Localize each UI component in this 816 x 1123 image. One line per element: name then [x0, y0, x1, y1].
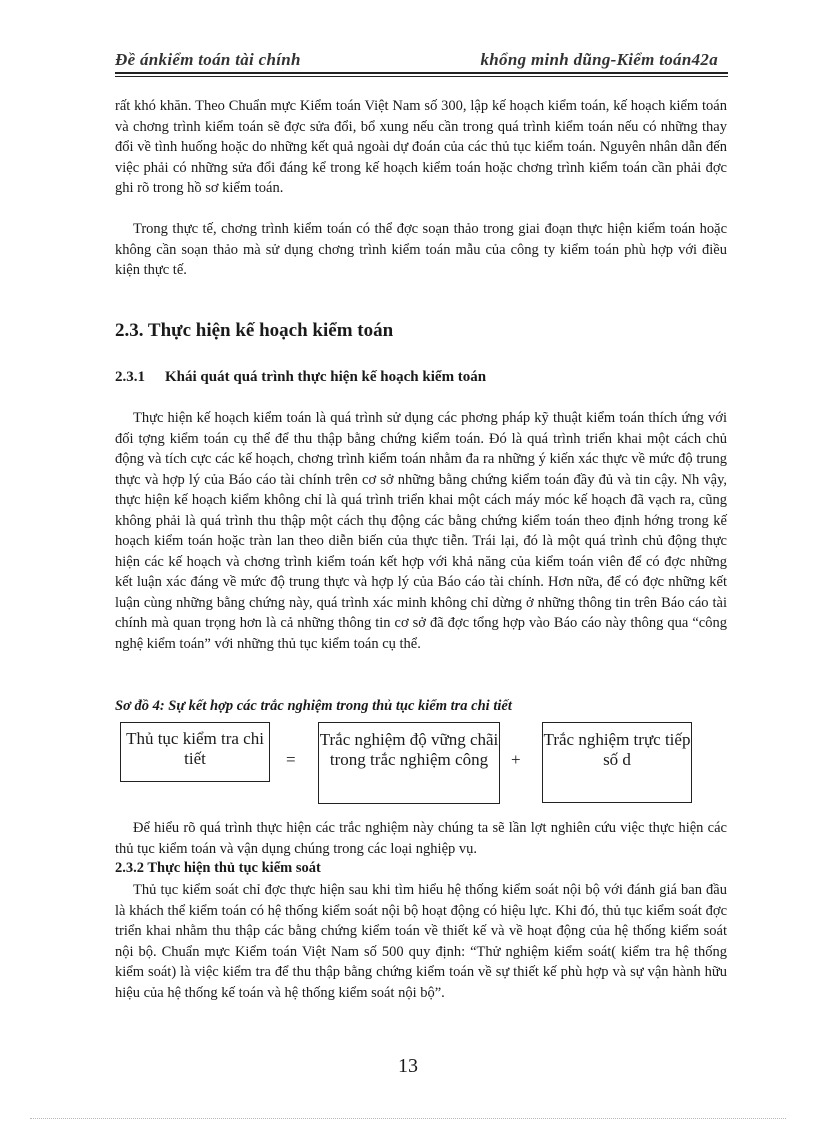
section-heading — [115, 320, 393, 342]
after-figure-paragraph: Để hiểu rõ quá trình thực hiện các trắc nghiệm này chúng ta sẽ lần lợt nghiên cứu việc thực hiện các thủ tục kiểm toán và vận dụng chúng trong các loại nghiệp vụ. — [115, 820, 727, 857]
page-header — [115, 46, 728, 76]
page-number: 13 — [398, 1055, 418, 1077]
body-paragraph: Thực hiện kế hoạch kiểm toán là quá trình sử dụng các phơng pháp kỹ thuật kiểm toán thích ứng với đối tợng kiểm toán cụ thể để thu thập bằng chứng kiểm toán. Đó là quá trình triển khai một cách chủ động và tích cực các kế hoạch, chơng trình kiểm toán nhằm đa ra những ý kiến xác thực về mức độ trung thực và hợp lý của Báo cáo tài chính trên cơ sở những bằng chứng kiểm toán đầy đủ và tin cậy. Nh vậy, thực hiện kế hoạch kiểm không chỉ là quá trình triển khai một cách máy móc kế hoạch đã vạch ra, cũng không phải là quá trình thu thập một cách thụ động các bằng chứng kiểm toán theo định hớng trong kế hoạch kiểm toán hoặc tràn lan theo diễn biến của thực tiễn. Trái lại, đó là một quá trình chủ động thực hiện các kế hoạch và chơng trình kiểm toán kết hợp với khả năng của kiểm toán viên để có đợc những kết luận xác đáng về mức độ trung thực và hợp lý của Báo cáo tài chính. Hơn nữa, để có đợc những kết luận cùng những bằng chứng này, quá trình xác minh không chỉ dừng ở những thông tin trên Báo cáo tài chính mà quan trọng hơn là cả những thông tin cơ sở đã đợc tổng hợp vào Báo cáo này thông qua “công nghệ kiểm toán” với những thủ tục kiểm toán cụ thể. — [115, 410, 727, 652]
subsection2-heading: 2.3.2 Thực hiện thủ tục kiểm soát — [115, 860, 321, 876]
final-paragraph: Thủ tục kiểm soát chỉ đợc thực hiện sau khi tìm hiểu hệ thống kiểm soát nội bộ với đánh giá ban đầu là khách thể kiểm toán có hệ thống kiểm soát nội bộ hoạt động có hiệu lực. Khi đó, thủ tục kiểm soát đợc triển khai nhằm thu thập các bằng chứng kiểm toán về thiết kế và về hoạt động của hệ thống kiểm soát nội bộ. Chuẩn mực Kiểm toán Việt Nam số 500 quy định: “Thử nghiệm kiểm soát( kiểm tra hệ thống kiểm soát) là việc kiểm tra để thu thập bằng chứng kiểm toán về sự thiết kế phù hợp và sự vận hành hữu hiệu của hệ thống kế toán và hệ thống kiểm soát nội bộ”. — [115, 882, 727, 1001]
header-left-title: Đề ánkiểm toán tài chính — [115, 50, 301, 69]
section-title: Thực hiện kế hoạch kiểm toán — [147, 320, 394, 341]
diagram-box-direct-balance-tests: Trắc nghiệm trực tiếp số d — [542, 722, 692, 803]
page-bottom-border — [30, 1118, 786, 1119]
header-rule-thin — [115, 76, 728, 77]
subsection-number: 2.3.1 — [115, 369, 145, 385]
figure-caption: Sơ đồ 4: Sự kết hợp các trắc nghiệm trong thủ tục kiểm tra chi tiết — [115, 698, 512, 714]
intro-paragraph-1: rất khó khăn. Theo Chuẩn mực Kiểm toán Việt Nam số 300, lập kế hoạch kiểm toán, kế hoạch kiểm toán và chơng trình kiểm toán sẽ đợc sửa đổi, bổ xung nếu cần trong quá trình kiểm toán nếu có những thay đổi về tình huống hoặc do những kết quả ngoài dự đoán của các thủ tục kiểm toán. Nguyên nhân dẫn đến việc phải có những sửa đổi đáng kể trong kế hoạch kiểm toán hoặc chơng trình kiểm toán cần phải đợc ghi rõ trong hồ sơ kiểm toán. — [115, 98, 727, 196]
intro-paragraph-2: Trong thực tế, chơng trình kiểm toán có thể đợc soạn thảo trong giai đoạn thực hiện kiểm toán hoặc không cần soạn thảo mà sử dụng chơng trình kiểm toán mẫu của công ty kiểm toán phù hợp với điều kiện thực tế. — [115, 221, 727, 278]
diagram-plus-sign: + — [511, 750, 521, 769]
subsection-title: Khái quát quá trình thực hiện kế hoạch kiểm toán — [165, 369, 487, 385]
diagram-equals-sign: = — [286, 750, 296, 769]
header-rule-thick — [115, 72, 728, 74]
diagram-box-detail-tests: Thủ tục kiểm tra chi tiết — [120, 722, 270, 782]
header-right-author: khổng minh dũng-Kiểm toán42a — [480, 50, 718, 69]
subsection-heading — [115, 369, 486, 386]
diagram-box-substantive-tests: Trắc nghiệm độ vững chãi trong trắc nghiệm công — [318, 722, 500, 804]
section-number: 2.3. — [115, 320, 144, 341]
